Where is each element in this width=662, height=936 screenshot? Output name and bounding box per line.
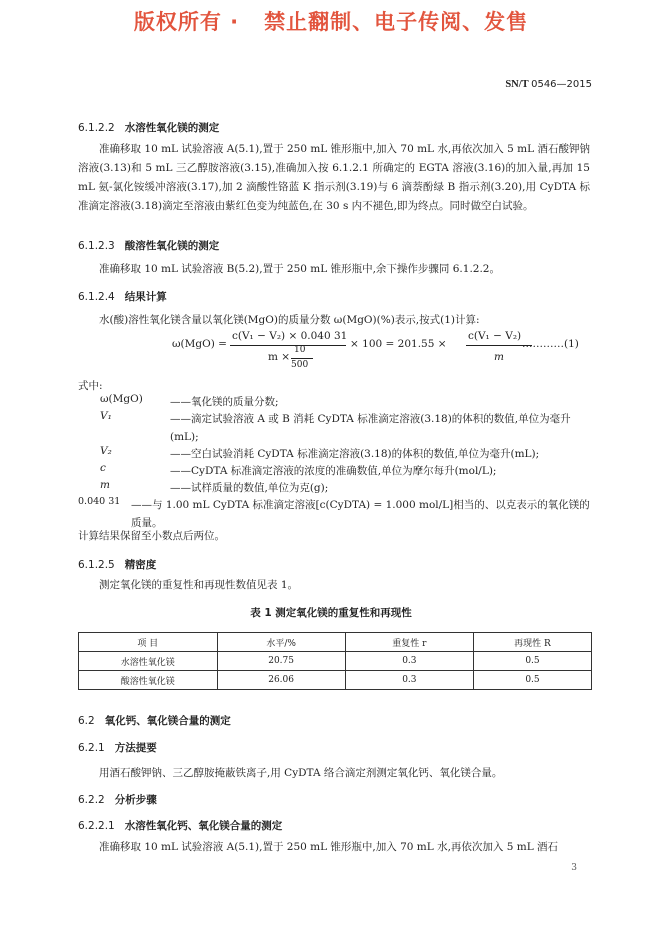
column-header: 再现性 R: [474, 633, 592, 652]
section-number: 6.2: [78, 715, 95, 727]
equation-label: …………(1): [522, 338, 579, 350]
formula-denominator-1: m ×: [268, 351, 291, 363]
table-cell: 0.3: [345, 671, 473, 690]
column-header: 水平/%: [217, 633, 345, 652]
column-header: 重复性 r: [345, 633, 473, 652]
section-heading-6-2: [78, 713, 231, 728]
standard-code: [505, 79, 592, 90]
paragraph-6-1-2-2: 准确移取 10 mL 试验溶液 A(5.1),置于 250 mL 锥形瓶中,加入 70 mL 水,再依次加入 5 mL 酒石酸钾钠溶液(3.13)和 5 mL 三乙醇胺溶液(3.15),准确加入按 6.1.2.1 所确定的 EGTA 溶液(3.16)的加入量,再加 15 mL 氨-氯化铵缓冲溶液(3.17),加 2 滴酸性铬蓝 K 指示剂(3.19)与 6 滴萘酚绿 B 指示剂(3.20),用 CyDTA 标准滴定溶液(3.18)滴定至溶液由紫红色变为纯蓝色,在 30 s 内不褪色,即为终点。同时做空白试验。: [78, 143, 590, 212]
section-title: 分析步骤: [114, 794, 157, 806]
page-number: 3: [571, 863, 577, 873]
formula-numerator-1: c(V₁ − V₂) × 0.040 31: [232, 330, 348, 342]
column-header: 项 目: [79, 633, 218, 652]
section-title: 酸溶性氧化镁的测定: [124, 240, 220, 252]
section-heading-6-1-2-3: [78, 238, 219, 253]
table-cell: 0.5: [474, 671, 592, 690]
table-cell: 酸溶性氧化镁: [79, 671, 218, 690]
variable-symbol: V₂: [100, 445, 112, 457]
table-cell: 0.5: [474, 652, 592, 671]
equation-1: [172, 330, 592, 374]
section-title: 水溶性氧化镁的测定: [124, 122, 220, 134]
section-number: 6.1.2.5: [78, 559, 115, 571]
section-title: 方法提要: [114, 742, 157, 754]
variable-symbol: 0.040 31: [78, 496, 121, 507]
table-row: [79, 671, 592, 690]
section-title: 氧化钙、氧化镁合量的测定: [104, 715, 231, 727]
table-cell: 20.75: [217, 652, 345, 671]
variable-symbol: V₁: [100, 410, 112, 422]
formula-lhs: ω(MgO) =: [172, 338, 227, 350]
variable-description: ——CyDTA 标准滴定溶液的浓度的准确数值,单位为摩尔每升(mol/L);: [170, 465, 497, 477]
table-row: [79, 652, 592, 671]
fraction-denominator: 500: [291, 360, 309, 370]
where-label: 式中:: [78, 380, 103, 392]
section-number: 6.2.2: [78, 794, 105, 806]
section-heading-6-1-2-4: [78, 289, 167, 304]
formula-middle: × 100 = 201.55 ×: [350, 338, 447, 350]
paragraph-6-2-1: 用酒石酸钾钠、三乙醇胺掩蔽铁离子,用 CyDTA 络合滴定剂测定氧化钙、氧化镁合量。: [99, 767, 503, 779]
variable-symbol: m: [100, 479, 110, 491]
section-heading-6-2-1: [78, 740, 157, 755]
formula-denominator-2: m: [494, 351, 504, 363]
fraction-bar: [230, 345, 346, 346]
standard-code-prefix: SN/T: [505, 79, 529, 90]
fraction-numerator: 10: [294, 345, 306, 355]
watermark: 版权所有 · 禁止翻制、电子传阅、发售: [133, 10, 529, 34]
fraction-bar: [291, 358, 313, 359]
section-title: 水溶性氧化钙、氧化镁合量的测定: [124, 820, 283, 832]
rounding-note: 计算结果保留至小数点后两位。: [78, 530, 225, 542]
table-caption: 表 1 测定氧化镁的重复性和再现性: [250, 607, 412, 619]
variable-symbol: c: [100, 462, 106, 474]
formula-numerator-2: c(V₁ − V₂): [468, 330, 522, 342]
section-title: 精密度: [124, 559, 157, 571]
variable-description: ——氧化镁的质量分数;: [170, 396, 279, 408]
table-cell: 0.3: [345, 652, 473, 671]
table-cell: 26.06: [217, 671, 345, 690]
variable-description: ——与 1.00 mL CyDTA 标准滴定溶液[c(CyDTA) = 1.000 mol/L]相当的、以克表示的氧化镁的质量。: [131, 499, 590, 529]
paragraph-6-1-2-3: 准确移取 10 mL 试验溶液 B(5.2),置于 250 mL 锥形瓶中,余下操作步骤同 6.1.2.2。: [99, 263, 500, 275]
section-heading-6-2-2-1: [78, 818, 282, 833]
section-heading-6-1-2-2: [78, 120, 219, 135]
table-header-row: [79, 633, 592, 652]
variable-symbol: ω(MgO): [100, 393, 143, 405]
standard-number: 0546—2015: [531, 79, 592, 90]
variable-description: ——滴定试验溶液 A 或 B 消耗 CyDTA 标准滴定溶液(3.18)的体积的数值,单位为毫升(mL);: [170, 413, 571, 443]
section-number: 6.2.2.1: [78, 820, 115, 832]
table-cell: 水溶性氧化镁: [79, 652, 218, 671]
section-title: 结果计算: [124, 291, 167, 303]
section-heading-6-1-2-5: [78, 557, 156, 572]
formula-intro: 水(酸)溶性氧化镁含量以氧化镁(MgO)的质量分数 ω(MgO)(%)表示,按式(1)计算:: [99, 314, 480, 326]
variable-description: ——空白试验消耗 CyDTA 标准滴定溶液(3.18)的体积的数值,单位为毫升(mL);: [170, 448, 540, 460]
paragraph-6-1-2-5: 测定氧化镁的重复性和再现性数值见表 1。: [99, 579, 299, 591]
paragraph-6-2-2-1: 准确移取 10 mL 试验溶液 A(5.1),置于 250 mL 锥形瓶中,加入 70 mL 水,再依次加入 5 mL 酒石: [99, 841, 559, 853]
section-number: 6.1.2.3: [78, 240, 115, 252]
section-heading-6-2-2: [78, 792, 157, 807]
section-number: 6.1.2.2: [78, 122, 115, 134]
section-number: 6.1.2.4: [78, 291, 115, 303]
variable-description: ——试样质量的数值,单位为克(g);: [170, 482, 329, 494]
precision-table: [78, 632, 592, 690]
section-number: 6.2.1: [78, 742, 105, 754]
